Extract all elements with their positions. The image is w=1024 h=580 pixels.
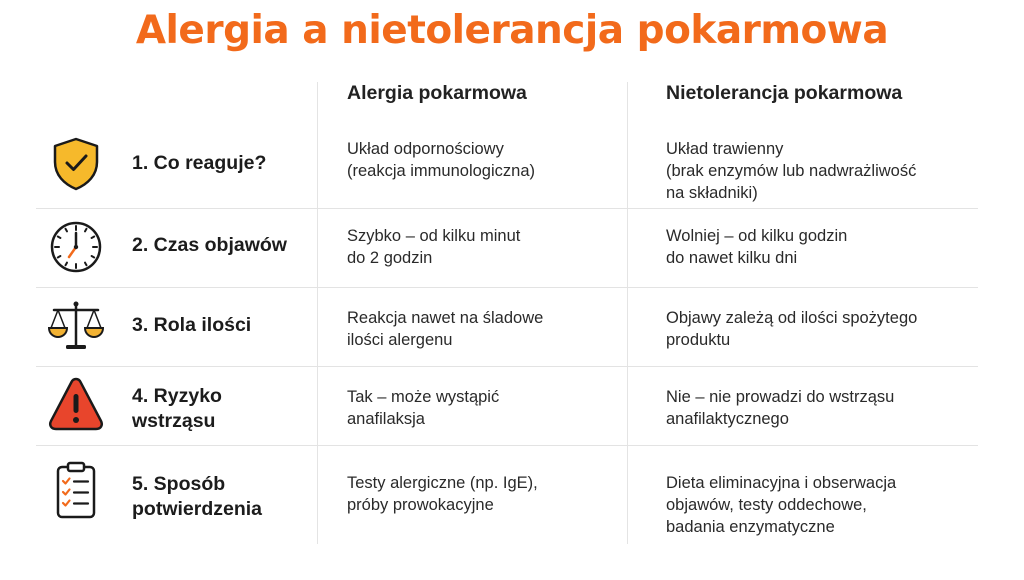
- column-header-intolerance: Nietolerancja pokarmowa: [666, 82, 903, 104]
- clipboard-checklist-icon: [46, 461, 106, 521]
- page-title: Alergia a nietolerancja pokarmowa: [135, 8, 889, 53]
- table-row: [36, 366, 978, 446]
- shield-check-icon: [46, 134, 106, 194]
- allergy-cell: Reakcja nawet na śladowe ilości alergenu: [347, 309, 544, 349]
- allergy-cell: Tak – może wystąpić anafilaksja: [347, 388, 500, 428]
- clock-icon: [46, 217, 106, 277]
- allergy-cell: Szybko – od kilku minut do 2 godzin: [347, 227, 521, 267]
- row-label: 3. Rola ilości: [132, 314, 252, 336]
- warning-icon: [46, 374, 106, 434]
- intolerance-cell: Objawy zależą od ilości spożytego produktu: [666, 309, 918, 349]
- intolerance-cell: Wolniej – od kilku godzin do nawet kilku dni: [666, 227, 848, 267]
- intolerance-cell: Układ trawienny (brak enzymów lub nadwrażliwość na składniki): [666, 140, 917, 202]
- intolerance-cell: Nie – nie prowadzi do wstrząsu anafilaktycznego: [666, 388, 895, 428]
- row-label: 5. Sposób potwierdzenia: [132, 473, 263, 520]
- row-label: 1. Co reaguje?: [132, 152, 267, 174]
- table-row: [36, 122, 978, 209]
- allergy-cell: Testy alergiczne (np. IgE), próby prowokacyjne: [347, 474, 538, 514]
- intolerance-cell: Dieta eliminacyjna i obserwacja objawów, testy oddechowe, badania enzymatyczne: [666, 474, 897, 536]
- table-row: [36, 287, 978, 367]
- column-header-allergy: Alergia pokarmowa: [347, 82, 527, 104]
- scales-icon: [46, 296, 106, 356]
- row-label: 4. Ryzyko wstrząsu: [132, 385, 222, 432]
- table-row: [36, 445, 978, 545]
- allergy-cell: Układ odpornościowy (reakcja immunologiczna): [347, 140, 535, 180]
- row-label: 2. Czas objawów: [132, 234, 287, 256]
- table-row: [36, 208, 978, 288]
